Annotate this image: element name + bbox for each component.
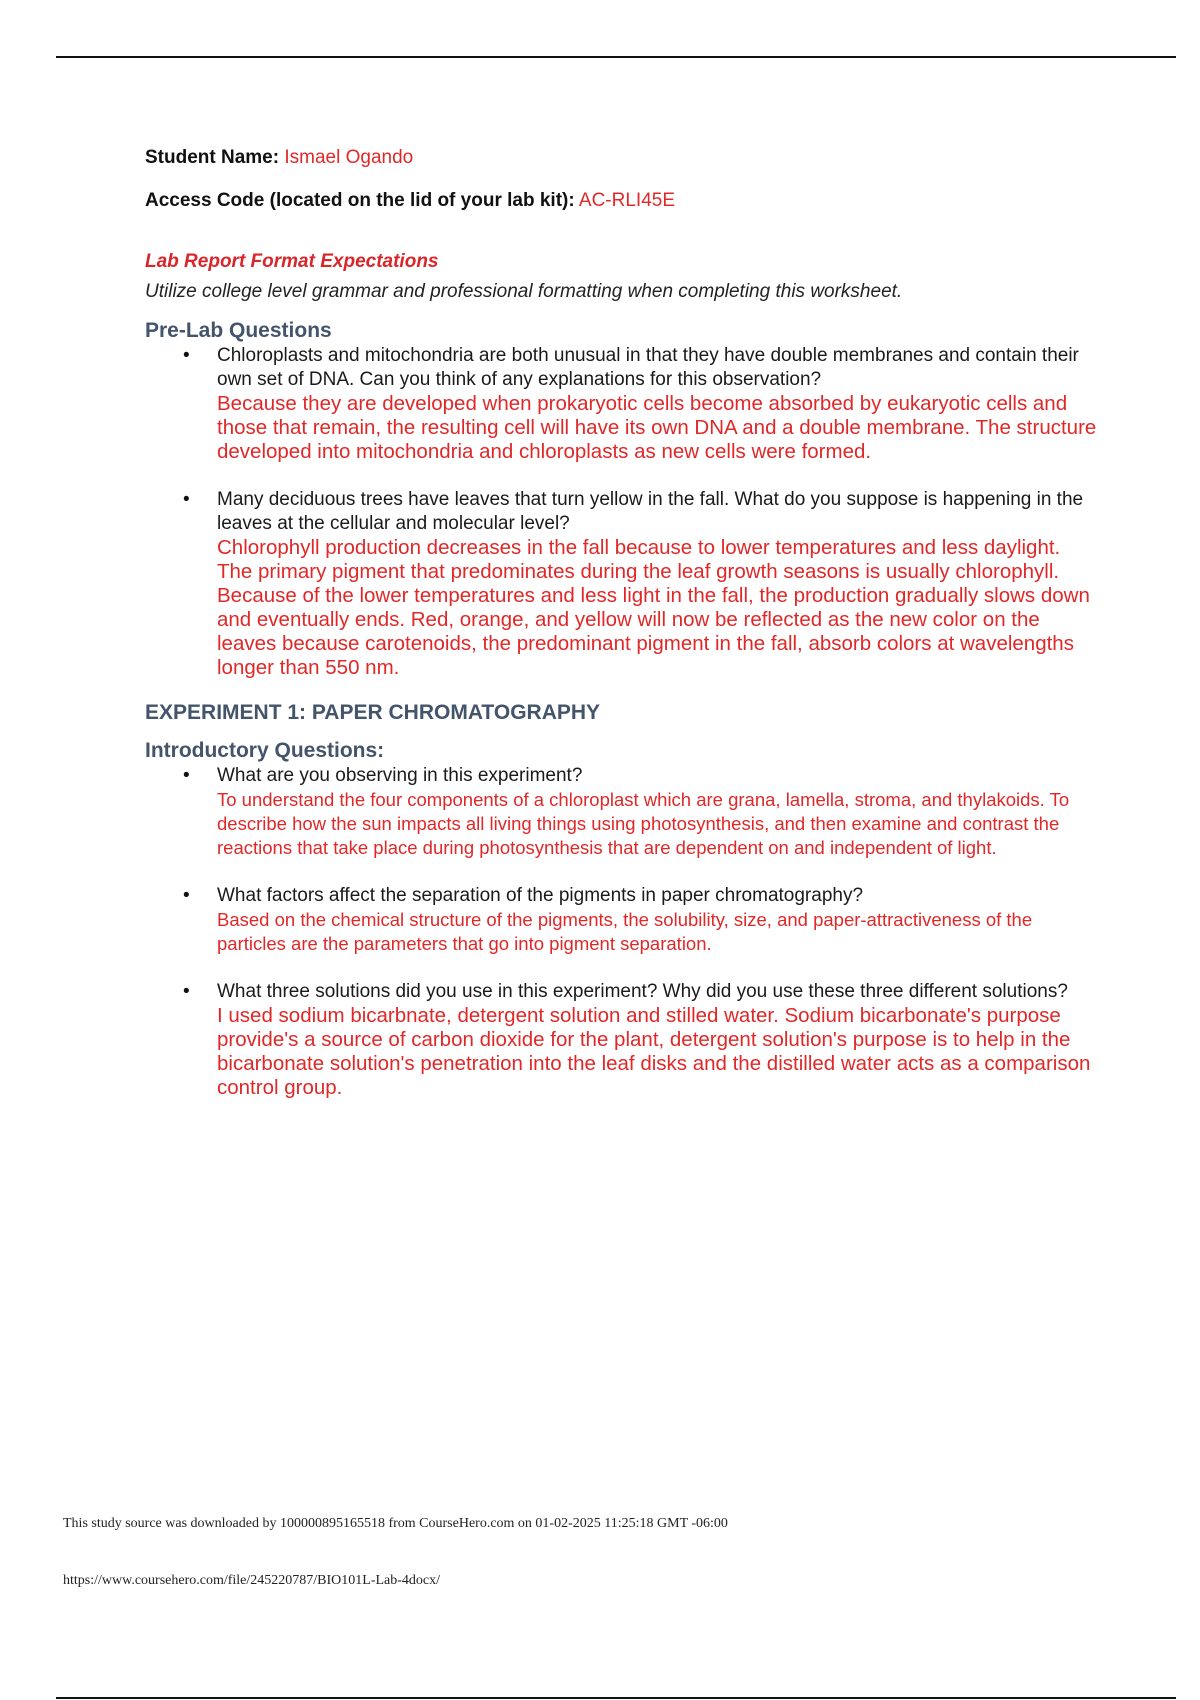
- access-code-label: Access Code (located on the lid of your lab kit):: [145, 190, 575, 211]
- bullet-icon: •: [183, 885, 190, 906]
- list-item: [145, 884, 1100, 956]
- list-item: [145, 344, 1100, 464]
- list-item: [145, 980, 1100, 1100]
- experiment-heading: EXPERIMENT 1: PAPER CHROMATOGRAPHY: [145, 701, 601, 724]
- bullet-icon: •: [183, 489, 190, 510]
- intro-questions-heading: Introductory Questions:: [145, 739, 385, 762]
- bullet-icon: •: [183, 981, 190, 1002]
- question-text: What are you observing in this experiment?: [217, 765, 583, 786]
- expectations-text: Utilize college level grammar and professional formatting when completing this worksheet.: [145, 281, 903, 302]
- answer-text: I used sodium bicarbnate, detergent solution and stilled water. Sodium bicarbonate's purpose provide's a source of carbon dioxide for the plant, detergent solution's purpose is to help in the bicarbonate solution's penetration into the leaf disks and the distilled water acts as a comparison control group.: [217, 1004, 1091, 1099]
- access-code-value: AC-RLI45E: [578, 190, 676, 211]
- bottom-rule: [56, 1697, 1176, 1699]
- answer-text: Chlorophyll production decreases in the fall because to lower temperatures and less daylight. The primary pigment that predominates during the leaf growth seasons is usually chlorophyll. Because of the lower temperatures and less light in the fall, the production gradually slows down and eventually ends. Red, orange, and yellow will now be reflected as the new color on the leaves because carotenoids, the predominant pigment in the fall, absorb colors at wavelengths longer than 550 nm.: [217, 536, 1090, 679]
- bullet-icon: •: [183, 765, 190, 786]
- expectations-title: Lab Report Format Expectations: [145, 251, 439, 272]
- download-source-note: This study source was downloaded by 100000895165518 from CourseHero.com on 01-02-2025 11:25:18 GMT -06:00: [63, 1516, 728, 1531]
- prelab-heading: Pre-Lab Questions: [145, 319, 332, 342]
- list-item: [145, 488, 1100, 680]
- question-text: Many deciduous trees have leaves that turn yellow in the fall. What do you suppose is happening in the leaves at the cellular and molecular level?: [217, 489, 1084, 534]
- student-name-value: Ismael Ogando: [284, 147, 414, 168]
- answer-text: To understand the four components of a chloroplast which are grana, lamella, stroma, and thylakoids. To describe how the sun impacts all living things using photosynthesis, and then examine and contrast the reactions that take place during photosynthesis that are dependent on and independent of light.: [217, 789, 1070, 858]
- bullet-icon: •: [183, 345, 190, 366]
- student-name-line: [145, 146, 1100, 170]
- list-item: [145, 764, 1100, 860]
- answer-text: Based on the chemical structure of the pigments, the solubility, size, and paper-attractiveness of the particles are the parameters that go into pigment separation.: [217, 909, 1033, 954]
- question-text: What factors affect the separation of the pigments in paper chromatography?: [217, 885, 864, 906]
- worksheet-body: [145, 146, 1100, 1100]
- question-text: What three solutions did you use in this experiment? Why did you use these three different solutions?: [217, 981, 1068, 1002]
- student-name-label: Student Name:: [145, 147, 280, 168]
- prelab-question-list: [145, 344, 1100, 680]
- top-rule: [56, 56, 1176, 58]
- answer-text: Because they are developed when prokaryotic cells become absorbed by eukaryotic cells and those that remain, the resulting cell will have its own DNA and a double membrane. The structure developed into mitochondria and chloroplasts as new cells were formed.: [217, 392, 1097, 463]
- intro-question-list: [145, 764, 1100, 1100]
- source-url: https://www.coursehero.com/file/245220787/BIO101L-Lab-4docx/: [63, 1573, 441, 1588]
- access-code-line: [145, 189, 1100, 213]
- question-text: Chloroplasts and mitochondria are both unusual in that they have double membranes and contain their own set of DNA. Can you think of any explanations for this observation?: [217, 345, 1079, 390]
